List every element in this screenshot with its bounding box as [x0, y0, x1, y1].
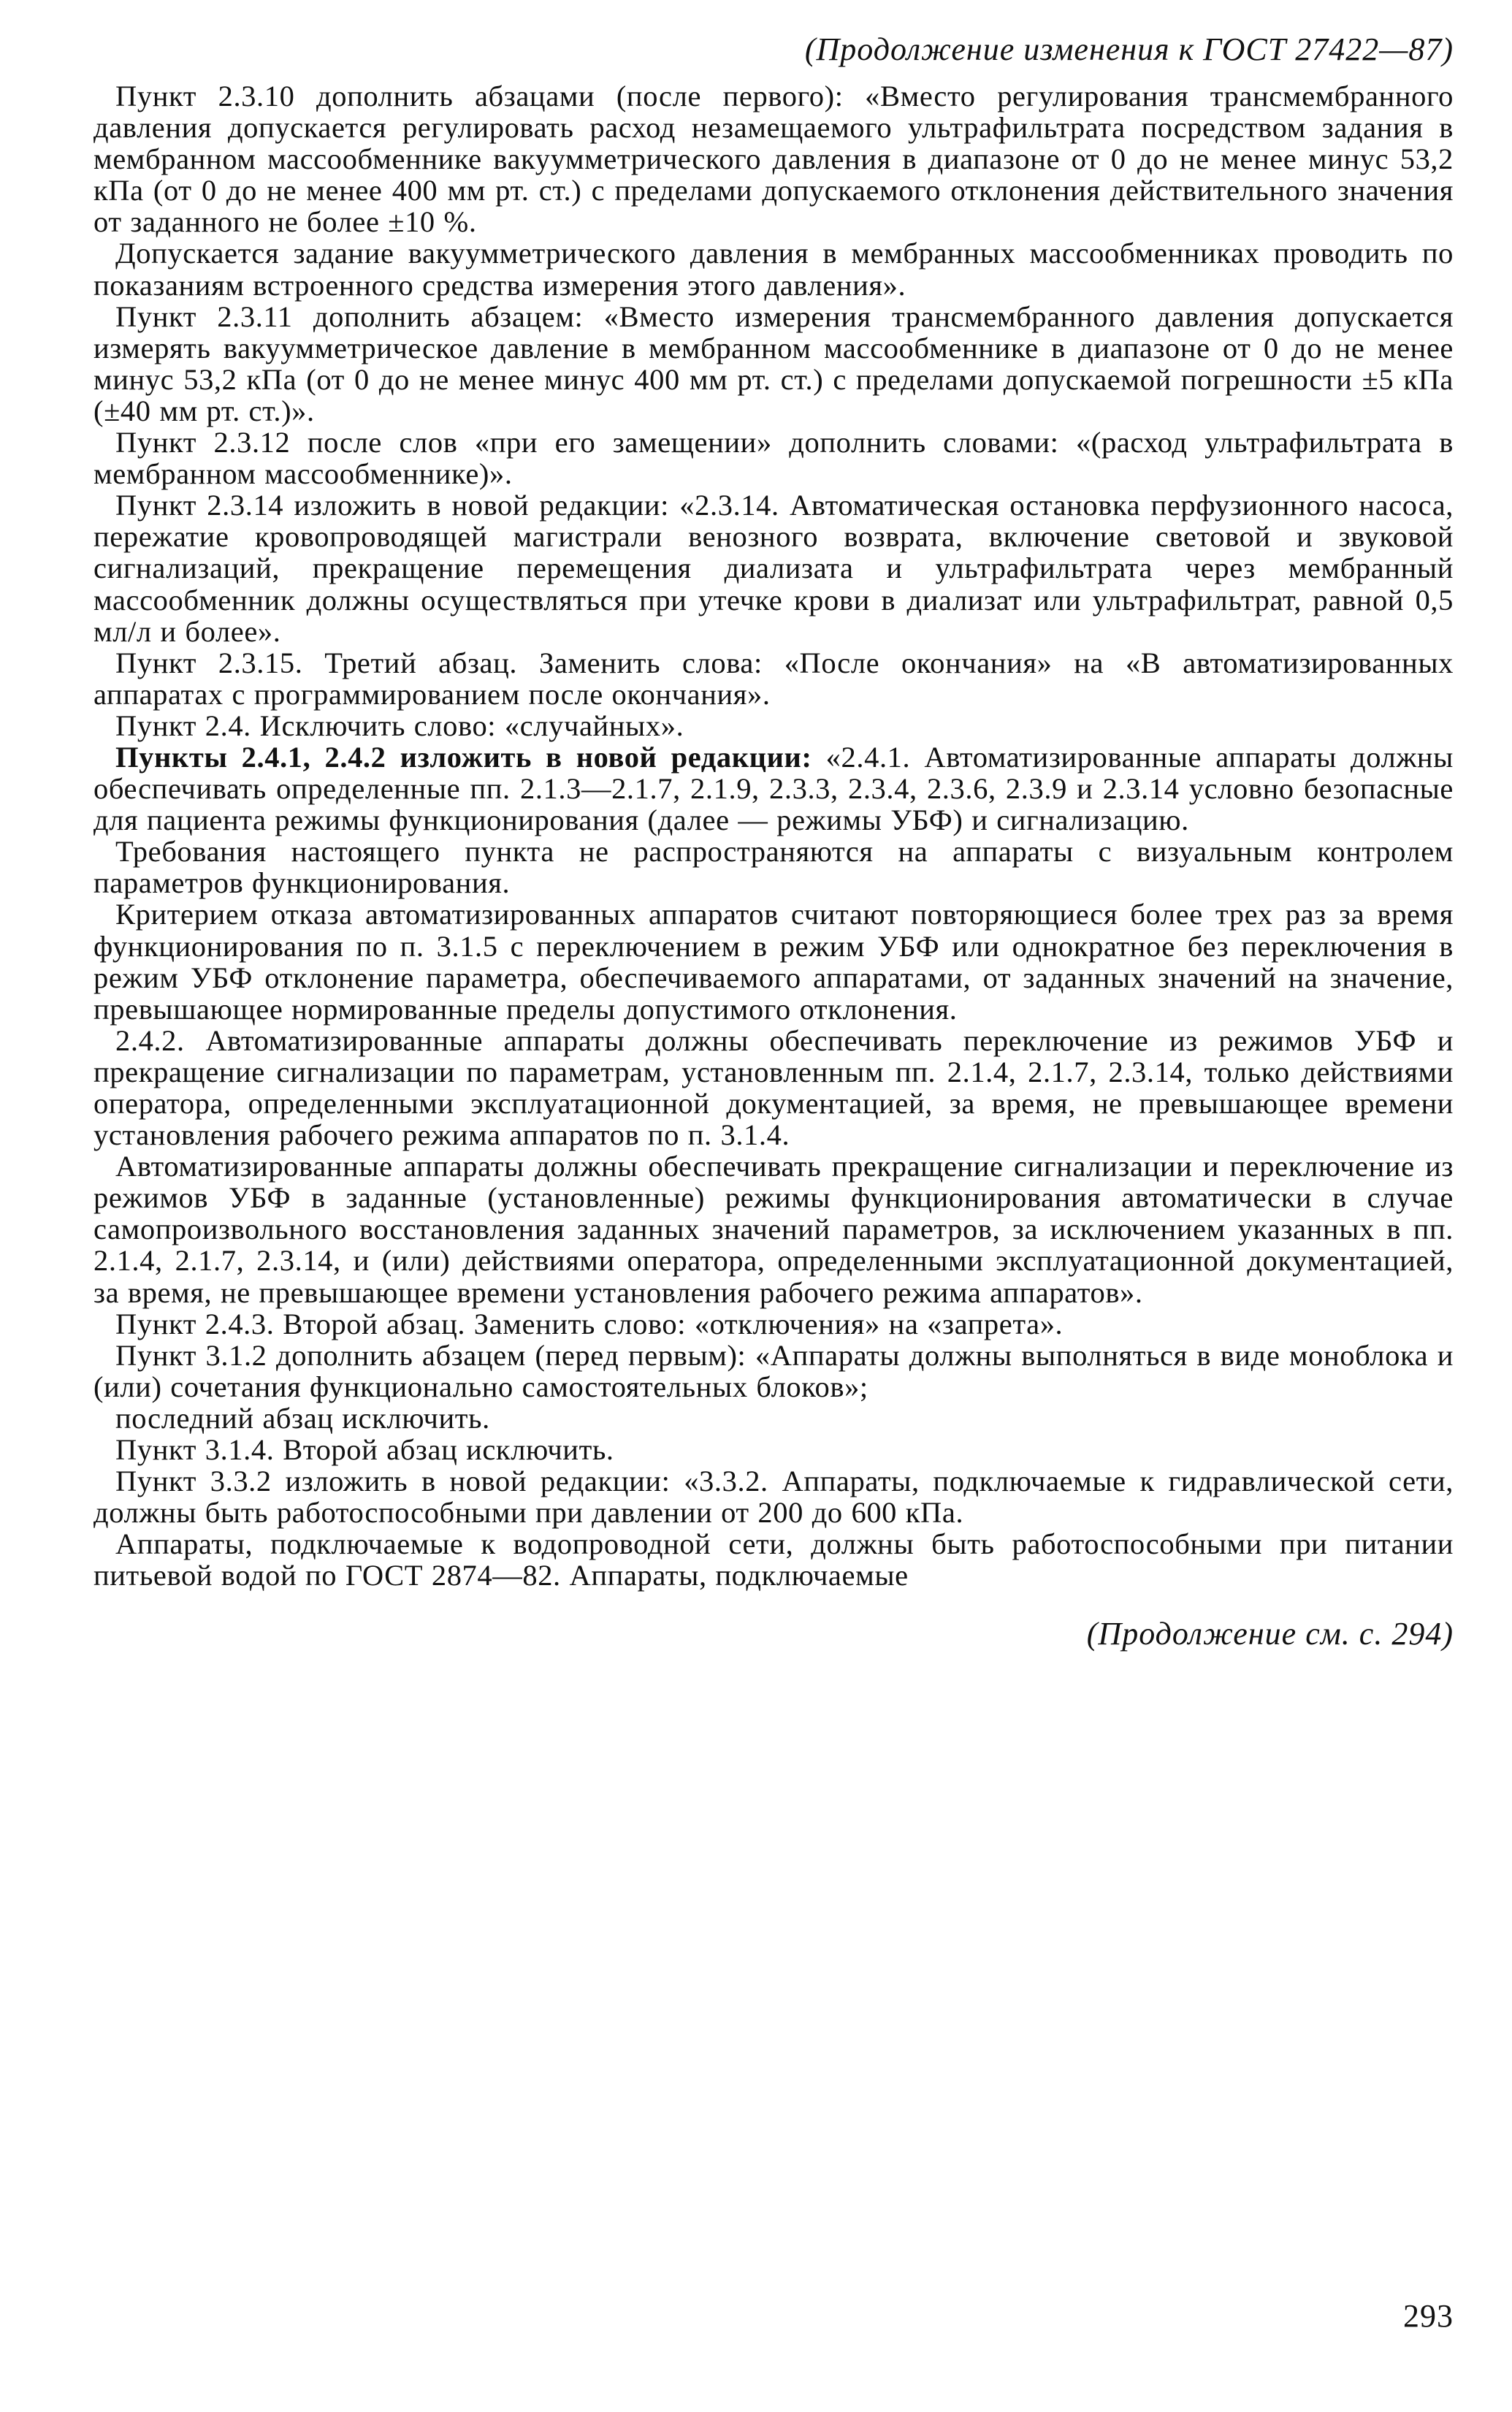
page-header: (Продолжение изменения к ГОСТ 27422—87) — [804, 31, 1454, 67]
paragraph-12: Автоматизированные аппараты должны обеспечивать прекращение сигнализации и переключение из режимов УБФ в заданные (установленные) режимы функционирования автоматически в случае самопроизвольного восстановления заданных значений параметров, за исключением указанных в пп. 2.1.4, 2.1.7, 2.3.14, и (или) действиями оператора, определенными эксплуатационной документацией, за время, не превышающее времени установления рабочего режима аппаратов». — [93, 1150, 1454, 1309]
paragraph-4: Пункт 2.3.12 после слов «при его замещении» дополнить словами: «(расход ультрафильтрата в мембранном массообменнике)». — [93, 426, 1454, 491]
paragraph-3: Пункт 2.3.11 дополнить абзацем: «Вместо измерения трансмембранного давления допускается измерять вакуумметрическое давление в мембранном массообменнике в диапазоне от 0 до не менее минус 53,2 кПа (от 0 до не менее минус 400 мм рт. ст.) с пределами допускаемой погрешности ±5 кПа (±40 мм рт. ст.)». — [93, 299, 1454, 427]
paragraph-13: Пункт 2.4.3. Второй абзац. Заменить слово: «отключения» на «запрета». — [115, 1307, 1064, 1340]
paragraph-9: Требования настоящего пункта не распространяются на аппараты с визуальным контролем параметров функционирования. — [93, 835, 1454, 900]
paragraph-14: Пункт 3.1.2 дополнить абзацем (перед первым): «Аппараты должны выполняться в виде моноблока и (или) сочетания функционально самостоятельных блоков»; — [93, 1338, 1454, 1403]
paragraph-17: Пункт 3.3.2 изложить в новой редакции: «3.3.2. Аппараты, подключаемые к гидравлической сети, должны быть работоспособными при давлении от 200 до 600 кПа. — [93, 1465, 1454, 1530]
paragraph-8-text: «2.4.1. Автоматизированные аппараты должны обеспечивать определенные пп. 2.1.3—2.1.7, 2.1.9, 2.3.3, 2.3.4, 2.3.6, 2.3.9 и 2.3.14 условно безопасные для пациента режимы функционирования (далее — режимы УБФ) и сигнализацию. — [93, 740, 1454, 837]
paragraph-11: 2.4.2. Автоматизированные аппараты должны обеспечивать переключение из режимов УБФ и прекращение сигнализации по параметрам, установленным пп. 2.1.4, 2.1.7, 2.3.14, только действиями оператора, определенными эксплуатационной документацией, за время, не превышающее времени установления рабочего режима аппаратов по п. 3.1.4. — [93, 1023, 1454, 1152]
paragraph-8 — [93, 741, 1454, 836]
paragraph-6: Пункт 2.3.15. Третий абзац. Заменить слова: «После окончания» на «В автоматизированных аппаратах с программированием после окончания». — [93, 646, 1454, 711]
paragraph-15: последний абзац исключить. — [115, 1401, 490, 1435]
body-text — [93, 80, 1454, 1592]
paragraph-16: Пункт 3.1.4. Второй абзац исключить. — [115, 1433, 614, 1467]
paragraph-10: Критерием отказа автоматизированных аппаратов считают повторяющиеся более трех раз за время функционирования по п. 3.1.5 с переключением в режим УБФ или однократное без переключения в режим УБФ отклонение параметра, обеспечиваемого аппаратами, от заданных значений на значение, превышающее нормированные пределы допустимого отклонения. — [93, 898, 1454, 1026]
document-page — [93, 29, 1454, 1655]
paragraph-8-lead: Пункты 2.4.1, 2.4.2 изложить в новой редакции: — [115, 740, 812, 774]
paragraph-5: Пункт 2.3.14 изложить в новой редакции: «2.3.14. Автоматическая остановка перфузионного насоса, пережатие кровопроводящей магистрали венозного возврата, включение световой и звуковой сигнализаций, прекращение перемещения диализата и ультрафильтрата через мембранный массообменник должны осуществляться при утечке крови в диализат или ультрафильтрат, равной 0,5 мл/л и более». — [93, 489, 1454, 648]
paragraph-2: Допускается задание вакуумметрического давления в мембранных массообменниках проводить по показаниям встроенного средства измерения этого давления». — [93, 237, 1454, 302]
paragraph-7: Пункт 2.4. Исключить слово: «случайных». — [115, 709, 684, 742]
paragraph-18: Аппараты, подключаемые к водопроводной сети, должны быть работоспособными при питании питьевой водой по ГОСТ 2874—82. Аппараты, подключаемые — [93, 1527, 1454, 1592]
continuation-note: (Продолжение см. с. 294) — [1086, 1615, 1454, 1652]
page-number: 293 — [1403, 2298, 1454, 2334]
paragraph-1: Пункт 2.3.10 дополнить абзацами (после первого): «Вместо регулирования трансмембранного давления допускается регулировать расход незамещаемого ультрафильтрата посредством задания в мембранном массообменнике вакуумметрического давления в диапазоне от 0 до не менее минус 53,2 кПа (от 0 до не менее 400 мм рт. ст.) с пределами допускаемого отклонения действительного значения от заданного не более ±10 %. — [93, 80, 1454, 239]
